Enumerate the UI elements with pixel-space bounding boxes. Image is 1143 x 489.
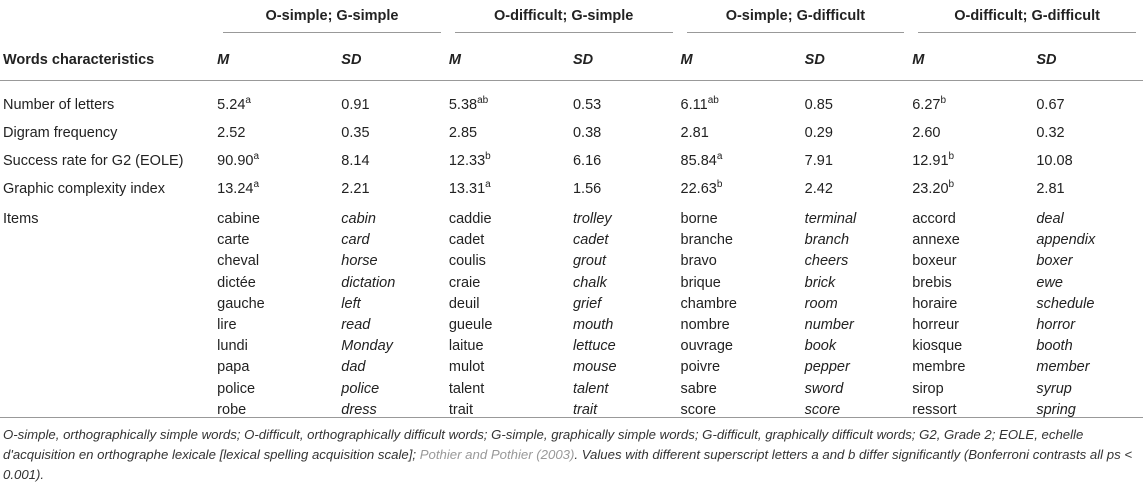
cell-value: 12.33 [448,153,486,169]
sd-cell [572,147,680,175]
item-word: sirop [912,380,944,397]
mean-cell [216,119,340,147]
row-label: Graphic complexity index [3,181,165,197]
item-word: bravo [680,253,717,270]
group-header: O-simple; G-simple [216,0,448,40]
item-word: gueule [448,317,493,334]
item-word: cheval [217,253,260,270]
item-word: kiosque [912,338,963,355]
cell-value: 6.16 [572,153,602,169]
item-word: gauche [217,295,265,312]
significance-superscript: b [948,151,955,162]
spacer-row [0,81,1143,92]
item-translation: number [804,317,854,334]
item-translation: pepper [804,359,850,376]
mean-cell [680,91,804,119]
mean-cell [448,119,572,147]
table-bottom-rule [0,417,1143,418]
item-word: branche [680,232,733,249]
group-header: O-difficult; G-difficult [911,0,1143,40]
mean-cell [216,147,340,175]
table-footnote [3,425,1138,485]
item-word: ressort [912,401,957,418]
cell-value: 2.21 [341,181,370,197]
mean-header: M [448,40,572,81]
cell-value: 5.38 [448,97,478,113]
sd-cell [340,147,448,175]
item-translation: grief [572,295,602,312]
cell-value: 2.81 [1036,181,1065,197]
item-word: horaire [912,295,958,312]
significance-superscript: a [253,151,260,162]
cell-value: 5.24 [217,97,246,113]
mean-cell [911,147,1035,175]
sd-cell [804,91,912,119]
cell-value: 13.24 [217,181,254,197]
sd-cell [572,91,680,119]
item-word: brique [680,274,721,291]
item-translation: trolley [572,211,612,227]
item-word: borne [680,211,718,227]
cell-value: 23.20 [912,181,949,197]
table-row [0,147,1143,175]
sd-header: SD [804,40,912,81]
cell-value: 7.91 [804,153,833,169]
cell-value: 90.90 [217,153,254,169]
significance-superscript: b [948,179,955,190]
mean-cell [680,175,804,203]
item-translation: terminal [804,211,857,227]
cell-value: 0.67 [1036,97,1065,113]
significance-superscript: b [940,95,947,106]
items-words-cell [448,203,572,422]
item-translation: booth [1036,338,1073,355]
table-row [0,91,1143,119]
mean-header: M [216,40,340,81]
mean-cell [911,91,1035,119]
mean-cell [680,147,804,175]
group-header: O-simple; G-difficult [680,0,912,40]
item-translation: sword [804,380,844,397]
items-translations-cell [340,203,448,422]
item-translation: deal [1036,211,1064,227]
mean-cell [448,147,572,175]
item-word: dictée [217,274,256,291]
item-word: chambre [680,295,737,312]
item-word: score [680,401,717,418]
footnote-text-end: . Values with different superscript letters a and b differ significantly (Bonferroni contrasts all ps < 0.001). [3,447,1133,482]
cell-value: 0.85 [804,97,833,113]
item-word: robe [217,401,247,418]
items-words-cell [216,203,340,422]
cell-value: 0.29 [804,125,833,141]
item-translation: lettuce [572,338,616,355]
footnote-text: O-simple, orthographically simple words; O-difficult, orthographically difficult words; G-simple, graphically simple words; G-difficult, graphically difficult words; G2, Grade 2; EOLE, echelle d'acquisition en orthographe lexicale [lexical spelling acquisition scale]; [3,427,1084,462]
item-word: poivre [680,359,721,376]
sd-cell [572,175,680,203]
cell-value: 0.35 [341,125,370,141]
sd-header: SD [1035,40,1143,81]
item-translation: book [804,338,837,355]
sd-cell [1035,119,1143,147]
table-row [0,119,1143,147]
item-translation: read [341,317,371,334]
items-words-cell [680,203,804,422]
cell-value: 12.91 [912,153,949,169]
sd-cell [572,119,680,147]
item-translation: mouse [572,359,617,376]
item-translation: spring [1036,401,1076,418]
item-translation: dress [341,401,377,418]
item-translation: Monday [341,338,393,355]
items-translations-cell [1035,203,1143,422]
sd-header: SD [572,40,680,81]
item-word: cadet [448,232,485,249]
sd-cell [1035,147,1143,175]
group-header: O-difficult; G-simple [448,0,680,40]
item-word: trait [448,401,474,418]
sd-cell [340,91,448,119]
item-translation: ewe [1036,274,1063,291]
items-label: Items [3,211,39,227]
item-word: lundi [217,338,248,355]
mean-header: M [680,40,804,81]
item-translation: room [804,295,838,312]
item-translation: grout [572,253,607,270]
item-translation: talent [572,380,609,397]
item-word: lire [217,317,237,334]
item-translation: dictation [341,274,396,291]
item-word: deuil [448,295,480,312]
item-word: mulot [448,359,485,376]
sd-cell [1035,175,1143,203]
item-translation: police [341,380,380,397]
item-word: nombre [680,317,730,334]
item-word: papa [217,359,250,376]
items-translations-cell [572,203,680,422]
significance-superscript: b [485,151,491,162]
item-translation: cadet [572,232,609,249]
significance-superscript: a [485,179,491,190]
footnote-reference-link[interactable]: Pothier and Pothier (2003) [419,447,575,462]
item-translation: score [804,401,841,418]
item-translation: card [341,232,370,249]
row-label: Success rate for G2 (EOLE) [3,153,184,169]
item-word: boxeur [912,253,957,270]
mean-cell [911,119,1035,147]
sd-cell [340,175,448,203]
item-word: police [217,380,256,397]
table-row [0,175,1143,203]
cell-value: 2.42 [804,181,833,197]
sd-cell [804,147,912,175]
item-word: membre [912,359,966,376]
item-translation: member [1036,359,1090,376]
item-translation: schedule [1036,295,1095,312]
significance-superscript: a [716,151,723,162]
cell-value: 22.63 [680,181,717,197]
cell-value: 85.84 [680,153,717,169]
item-word: carte [217,232,250,249]
mean-cell [216,91,340,119]
items-row [0,203,1143,422]
item-translation: trait [572,401,598,418]
cell-value: 8.14 [341,153,370,169]
row-label: Number of letters [3,97,115,113]
mean-cell [911,175,1035,203]
mean-cell [448,91,572,119]
item-word: sabre [680,380,717,397]
row-label: Digram frequency [3,125,118,141]
sd-cell [804,119,912,147]
item-translation: horse [341,253,378,270]
significance-superscript: b [716,179,723,190]
cell-value: 13.31 [448,181,486,197]
significance-superscript: a [245,95,251,106]
mean-cell [448,175,572,203]
sd-cell [804,175,912,203]
data-rows [0,91,1143,203]
item-translation: chalk [572,274,607,291]
mean-cell [680,119,804,147]
item-translation: branch [804,232,850,249]
sd-header: SD [340,40,448,81]
item-translation: cheers [804,253,849,270]
cell-value: 2.60 [912,125,941,141]
group-header-row [0,0,1143,40]
item-word: brebis [912,274,952,291]
subheader-row [0,40,1143,81]
item-translation: horror [1036,317,1076,334]
item-word: horreur [912,317,959,334]
item-translation: left [341,295,361,312]
significance-superscript: ab [477,95,489,106]
item-word: annexe [912,232,960,249]
significance-superscript: a [253,179,260,190]
item-translation: mouth [572,317,614,334]
mean-cell [216,175,340,203]
item-word: accord [912,211,956,227]
cell-value: 0.38 [572,125,602,141]
cell-value: 6.27 [912,97,941,113]
cell-value: 10.08 [1036,153,1073,169]
cell-value: 2.85 [448,125,478,141]
sd-cell [1035,91,1143,119]
item-translation: syrup [1036,380,1072,397]
item-translation: brick [804,274,836,291]
cell-value: 2.52 [217,125,246,141]
cell-value: 1.56 [572,181,602,197]
cell-value: 6.11 [680,97,708,113]
item-translation: appendix [1036,232,1096,249]
item-word: caddie [448,211,492,227]
mean-header: M [911,40,1035,81]
item-translation: boxer [1036,253,1073,270]
cell-value: 2.81 [680,125,709,141]
significance-superscript: ab [707,95,719,106]
cell-value: 0.91 [341,97,370,113]
cell-value: 0.53 [572,97,602,113]
sd-cell [340,119,448,147]
items-translations-cell [804,203,912,422]
item-word: talent [448,380,485,397]
item-translation: cabin [341,211,376,227]
item-word: craie [448,274,481,291]
item-translation: dad [341,359,366,376]
item-word: laitue [448,338,484,355]
item-word: ouvrage [680,338,733,355]
cell-value: 0.32 [1036,125,1065,141]
items-words-cell [911,203,1035,422]
item-word: cabine [217,211,260,227]
item-word: coulis [448,253,486,270]
row-header-label: Words characteristics [0,40,216,81]
